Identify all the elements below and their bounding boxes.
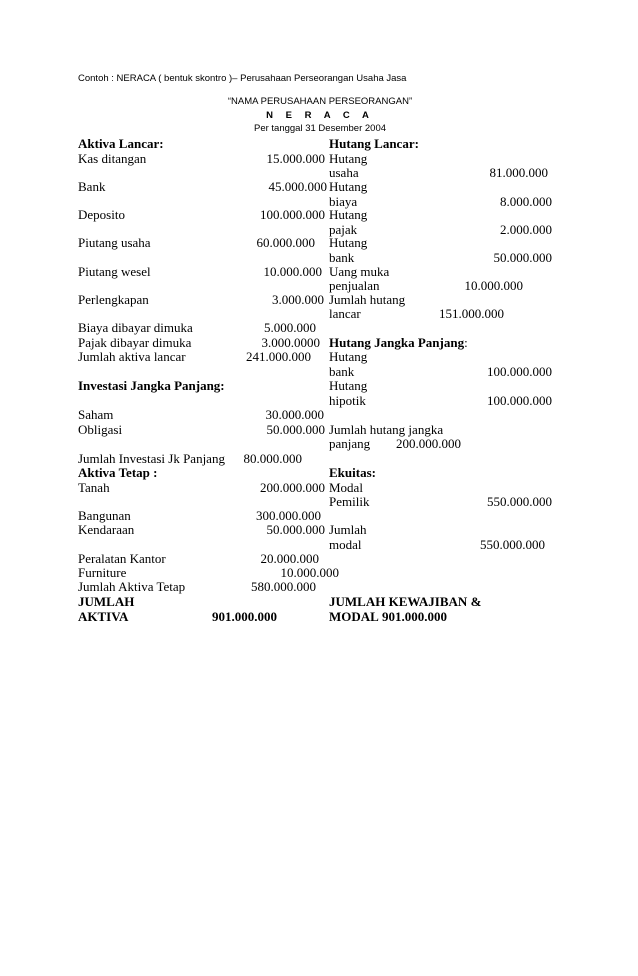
piutang-usaha-value: 60.000.000 <box>256 235 315 250</box>
kas-value: 15.000.000 <box>266 151 325 166</box>
piutang-wesel-label: Piutang wesel <box>78 264 151 279</box>
perlengkapan-value: 3.000.000 <box>272 292 324 307</box>
jumlah-aktiva-tetap-value: 580.000.000 <box>251 579 316 594</box>
hutang-usaha-value: 81.000.000 <box>489 165 548 180</box>
total-kewajiban-value: 901.000.000 <box>382 609 447 624</box>
hutang-bank-label-1: Hutang <box>329 235 368 250</box>
modal-pemilik-label-2: Pemilik <box>329 494 370 509</box>
total-kewajiban-label-1: JUMLAH KEWAJIBAN & <box>329 594 482 609</box>
jumlah-hutang-jp-label-1: Jumlah hutang jangka <box>329 422 444 437</box>
bangunan-value: 300.000.000 <box>256 508 321 523</box>
furniture-value: 10.000.000 <box>280 565 339 580</box>
jumlah-modal-label-2: modal <box>329 537 362 552</box>
obligasi-value: 50.000.000 <box>266 422 325 437</box>
document-title: N E R A C A <box>266 110 374 121</box>
biaya-dibayar-label: Biaya dibayar dimuka <box>78 320 193 335</box>
jumlah-aktiva-lancar-value: 241.000.000 <box>246 349 311 364</box>
jumlah-investasi-label: Jumlah Investasi Jk Panjang <box>78 451 225 466</box>
piutang-usaha-label: Piutang usaha <box>78 235 151 250</box>
deposito-label: Deposito <box>78 207 125 222</box>
hutang-hipotik-value: 100.000.000 <box>487 393 552 408</box>
hutang-usaha-label-1: Hutang <box>329 151 368 166</box>
deposito-value: 100.000.000 <box>260 207 325 222</box>
hutang-biaya-value: 8.000.000 <box>500 194 552 209</box>
hutang-pajak-value: 2.000.000 <box>500 222 552 237</box>
hutang-hipotik-label-2: hipotik <box>329 393 366 408</box>
bank-label: Bank <box>78 179 106 194</box>
hutang-bank-jp-label-1: Hutang <box>329 349 368 364</box>
jumlah-modal-value: 550.000.000 <box>480 537 545 552</box>
peralatan-label: Peralatan Kantor <box>78 551 166 566</box>
jumlah-hutang-lancar-label-1: Jumlah hutang <box>329 292 406 307</box>
modal-pemilik-value: 550.000.000 <box>487 494 552 509</box>
hutang-biaya-label-2: biaya <box>329 194 358 209</box>
ekuitas-heading: Ekuitas: <box>329 465 376 480</box>
jumlah-investasi-value: 80.000.000 <box>243 451 302 466</box>
intro-line: Contoh : NERACA ( bentuk skontro )– Perusahaan Perseorangan Usaha Jasa <box>78 73 407 84</box>
total-aktiva-value: 901.000.000 <box>212 609 277 624</box>
hutang-bank-value: 50.000.000 <box>493 250 552 265</box>
furniture-label: Furniture <box>78 565 127 580</box>
jumlah-aktiva-tetap-label: Jumlah Aktiva Tetap <box>78 579 186 594</box>
total-aktiva-label-1: JUMLAH <box>78 594 135 609</box>
bangunan-label: Bangunan <box>78 508 131 523</box>
tanah-label: Tanah <box>78 480 110 495</box>
aktiva-lancar-heading: Aktiva Lancar: <box>78 136 164 151</box>
peralatan-value: 20.000.000 <box>260 551 319 566</box>
jumlah-aktiva-lancar-label: Jumlah aktiva lancar <box>78 349 186 364</box>
jumlah-hutang-jp-label-2: panjang <box>329 436 371 451</box>
hutang-pajak-label-2: pajak <box>329 222 358 237</box>
hutang-bank-jp-value: 100.000.000 <box>487 364 552 379</box>
aktiva-tetap-heading: Aktiva Tetap : <box>78 465 158 480</box>
obligasi-label: Obligasi <box>78 422 123 437</box>
biaya-dibayar-value: 5.000.000 <box>264 320 316 335</box>
jumlah-hutang-jp-value: 200.000.000 <box>396 436 461 451</box>
uang-muka-label-1: Uang muka <box>329 264 390 279</box>
saham-label: Saham <box>78 407 114 422</box>
perlengkapan-label: Perlengkapan <box>78 292 149 307</box>
hutang-bank-jp-label-2: bank <box>329 364 355 379</box>
kendaraan-label: Kendaraan <box>78 522 135 537</box>
hutang-lancar-heading: Hutang Lancar: <box>329 136 419 151</box>
hutang-jp-heading-text: Hutang Jangka Panjang <box>329 335 465 350</box>
company-name: “NAMA PERUSAHAAN PERSEORANGAN” <box>227 96 413 107</box>
total-aktiva-label-2: AKTIVA <box>78 609 129 624</box>
uang-muka-value: 10.000.000 <box>464 278 523 293</box>
hutang-usaha-label-2: usaha <box>329 165 359 180</box>
hutang-jp-heading <box>329 336 468 349</box>
investasi-heading: Investasi Jangka Panjang: <box>78 378 225 393</box>
jumlah-hutang-lancar-value: 151.000.000 <box>439 306 504 321</box>
total-kewajiban-label-2: MODAL <box>329 609 379 624</box>
statement-date: Per tanggal 31 Desember 2004 <box>253 123 387 134</box>
hutang-biaya-label-1: Hutang <box>329 179 368 194</box>
hutang-hipotik-label-1: Hutang <box>329 378 368 393</box>
hutang-jp-heading-colon: : <box>464 335 468 350</box>
piutang-wesel-value: 10.000.000 <box>263 264 322 279</box>
hutang-pajak-label-1: Hutang <box>329 207 368 222</box>
kendaraan-value: 50.000.000 <box>266 522 325 537</box>
hutang-bank-label-2: bank <box>329 250 355 265</box>
uang-muka-label-2: penjualan <box>329 278 380 293</box>
jumlah-hutang-lancar-label-2: lancar <box>329 306 361 321</box>
tanah-value: 200.000.000 <box>260 480 325 495</box>
bank-value: 45.000.000 <box>268 179 327 194</box>
jumlah-modal-label-1: Jumlah <box>329 522 367 537</box>
pajak-dibayar-value: 3.000.0000 <box>261 335 320 350</box>
saham-value: 30.000.000 <box>265 407 324 422</box>
pajak-dibayar-label: Pajak dibayar dimuka <box>78 335 192 350</box>
kas-label: Kas ditangan <box>78 151 147 166</box>
modal-pemilik-label-1: Modal <box>329 480 363 495</box>
